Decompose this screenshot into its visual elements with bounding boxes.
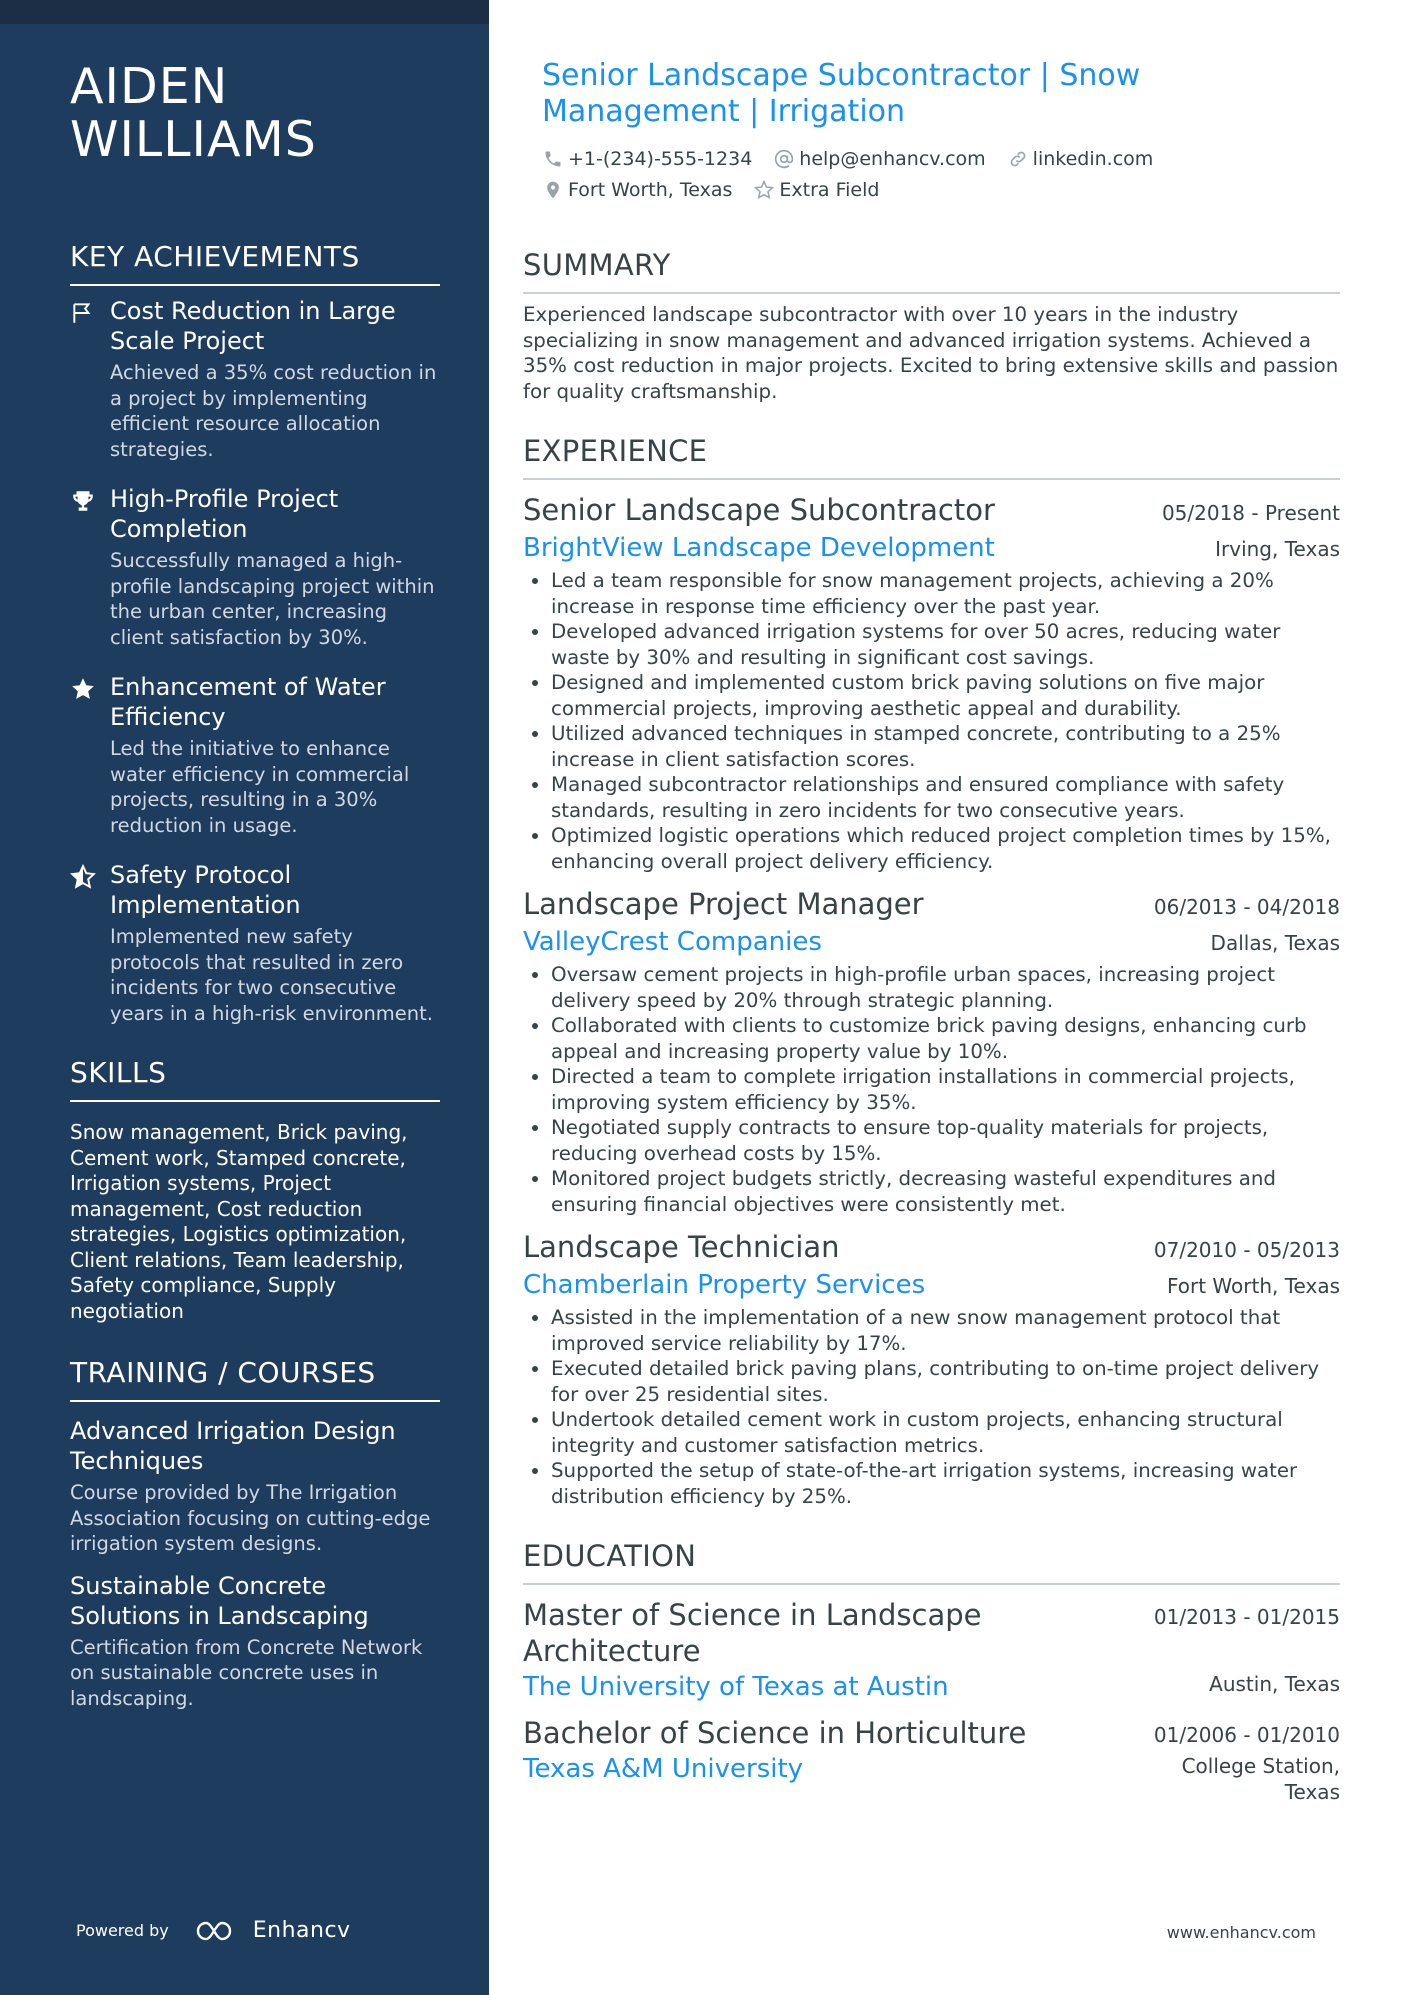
course-description: Course provided by The Irrigation Association focusing on cutting-edge irrigation system designs. (70, 1481, 431, 1555)
education-location: Austin, Texas (1209, 1672, 1340, 1696)
contact-row (543, 179, 1343, 201)
training-title: TRAINING / COURSES (70, 1356, 440, 1402)
contact-extra (754, 179, 879, 201)
name-first: AIDEN (70, 58, 229, 115)
job-title: Landscape Technician (523, 1230, 840, 1264)
school-name: Texas A&M University (523, 1754, 804, 1784)
job-header (523, 886, 1340, 922)
list-item: • Supported the setup of state-of-the-art irrigation systems, increasing water distribution efficiency by 25%. (551, 1458, 1340, 1509)
education-subheader (523, 1671, 1340, 1703)
company-name: BrightView Landscape Development (523, 533, 995, 563)
phone-text: +1-(234)-555-1234 (568, 148, 753, 170)
job-subheader (523, 532, 1340, 564)
education-header (523, 1715, 1340, 1751)
list-item: • Directed a team to complete irrigation installations in commercial projects, improving system efficiency by 35%. (551, 1064, 1340, 1115)
education-location: College Station, Texas (1181, 1754, 1340, 1804)
list-item: • Assisted in the implementation of a new snow management protocol that improved service reliability by 17%. (551, 1305, 1340, 1356)
enhancv-logo-icon (195, 1919, 241, 1943)
list-item: • Monitored project budgets strictly, decreasing wasteful expenditures and ensuring financial objectives were consistently met. (551, 1166, 1340, 1217)
education-header (523, 1597, 1340, 1669)
star-icon (70, 676, 96, 702)
job-entry (523, 492, 1340, 874)
list-item: • Utilized advanced techniques in stamped concrete, contributing to a 25% increase in client satisfaction scores. (551, 721, 1340, 772)
powered-by-label: Powered by (76, 1921, 169, 1940)
company-name: Chamberlain Property Services (523, 1270, 926, 1300)
location-text: Fort Worth, Texas (568, 179, 733, 201)
experience-title: EXPERIENCE (523, 434, 1340, 480)
achievement-item (70, 296, 440, 474)
job-subheader (523, 1269, 1340, 1301)
achievements-title: KEY ACHIEVEMENTS (70, 240, 440, 286)
link-icon (1008, 149, 1028, 169)
job-dates: 07/2010 - 05/2013 (1153, 1238, 1340, 1262)
achievement-description: Implemented new safety protocols that resulted in zero incidents for two consecutive years in a high-risk environment. (110, 925, 434, 1025)
list-item: • Managed subcontractor relationships and ensured compliance with safety standards, resulting in zero incidents for two consecutive years. (551, 772, 1340, 823)
contact-row (543, 148, 1343, 170)
job-title: Senior Landscape Subcontractor (523, 493, 995, 527)
sidebar-content (70, 60, 440, 1711)
brand-logo[interactable] (195, 1918, 351, 1943)
achievements-section (70, 240, 440, 1038)
job-bullets (523, 568, 1340, 874)
education-entry (523, 1597, 1340, 1703)
sidebar-top-band (0, 0, 489, 24)
job-location: Fort Worth, Texas (1166, 1274, 1340, 1298)
achievement-title: Cost Reduction in Large Scale Project (110, 297, 396, 355)
brand-name: Enhancv (252, 1918, 351, 1943)
degree: Bachelor of Science in Horticulture (523, 1716, 1027, 1750)
powered-by (76, 1918, 351, 1943)
achievement-item (70, 672, 440, 850)
job-dates: 06/2013 - 04/2018 (1153, 895, 1340, 919)
sidebar (0, 0, 489, 1995)
name-last: WILLIAMS (70, 111, 317, 168)
education-section (523, 1539, 1340, 1805)
phone-icon (543, 149, 563, 169)
education-subheader (523, 1753, 1340, 1805)
at-icon (774, 149, 794, 169)
school-name: The University of Texas at Austin (523, 1672, 949, 1702)
summary-text: Experienced landscape subcontractor with over 10 years in the industry specializing in snow management and advanced irrigation systems. Achieved a 35% cost reduction in major projects. Excited to bring extensive skills and passion for quality craftsmanship. (523, 303, 1339, 403)
education-title: EDUCATION (523, 1539, 1340, 1585)
list-item: • Undertook detailed cement work in custom projects, enhancing structural integrity and customer satisfaction metrics. (551, 1407, 1340, 1458)
contact-location (543, 179, 732, 201)
achievement-description: Led the initiative to enhance water efficiency in commercial projects, resulting in a 30% reduction in usage. (110, 737, 410, 837)
course-description: Certification from Concrete Network on sustainable concrete uses in landscaping. (70, 1635, 423, 1710)
headline: Senior Landscape Subcontractor | Snow Management | Irrigation (542, 58, 1141, 129)
half-star-icon (70, 864, 96, 890)
list-item: • Developed advanced irrigation systems for over 50 acres, reducing water waste by 30% and resulting in significant cost savings. (551, 619, 1340, 670)
course-item (70, 1571, 440, 1712)
star-outline-icon (754, 180, 774, 200)
achievement-item (70, 484, 440, 662)
job-entry (523, 1229, 1340, 1509)
contact-link[interactable] (1008, 148, 1154, 170)
list-item: • Led a team responsible for snow management projects, achieving a 20% increase in response time efficiency over the past year. (551, 568, 1340, 619)
list-item: • Executed detailed brick paving plans, contributing to on-time project delivery for over 25 residential sites. (551, 1356, 1340, 1407)
degree: Master of Science in Landscape Architecture (523, 1598, 982, 1668)
list-item: • Optimized logistic operations which reduced project completion times by 15%, enhancing overall project delivery efficiency. (551, 823, 1340, 874)
skills-title: SKILLS (70, 1056, 440, 1102)
achievement-item (70, 860, 440, 1038)
trophy-icon (70, 488, 96, 514)
experience-section (523, 434, 1340, 1509)
link-text: linkedin.com (1032, 148, 1154, 170)
achievement-title: Enhancement of Water Efficiency (110, 673, 386, 731)
list-item: • Designed and implemented custom brick paving solutions on five major commercial projects, improving aesthetic appeal and durability. (551, 670, 1340, 721)
job-bullets (523, 962, 1340, 1217)
contact-phone[interactable] (543, 148, 752, 170)
course-title: Sustainable Concrete Solutions in Landscaping (70, 1571, 369, 1630)
contact-info (543, 148, 1343, 210)
company-name: ValleyCrest Companies (523, 927, 822, 957)
list-item: • Collaborated with clients to customize brick paving designs, enhancing curb appeal and increasing property value by 10%. (551, 1013, 1340, 1064)
summary-title: SUMMARY (523, 248, 1340, 294)
job-bullets (523, 1305, 1340, 1509)
footer-url[interactable]: www.enhancv.com (1166, 1923, 1316, 1942)
list-item: • Oversaw cement projects in high-profile urban spaces, increasing project delivery speed by 20% through strategic planning. (551, 962, 1340, 1013)
course-item (70, 1416, 440, 1557)
achievement-description: Achieved a 35% cost reduction in a project by implementing efficient resource allocation strategies. (110, 361, 437, 461)
job-header (523, 1229, 1340, 1265)
training-section (70, 1356, 440, 1711)
candidate-name (70, 60, 440, 166)
education-dates: 01/2006 - 01/2010 (1153, 1723, 1340, 1747)
summary-section (523, 248, 1340, 404)
job-entry (523, 886, 1340, 1217)
skills-list: Snow management, Brick paving, Cement work, Stamped concrete, Irrigation systems, Project management, Cost reduction strategies, Logistics optimization, Client relations, Team leadership, Safety compliance, Supply negotiation (70, 1120, 408, 1323)
education-dates: 01/2013 - 01/2015 (1153, 1605, 1340, 1629)
job-dates: 05/2018 - Present (1161, 501, 1340, 525)
list-item: • Negotiated supply contracts to ensure top-quality materials for projects, reducing overhead costs by 15%. (551, 1115, 1340, 1166)
contact-email[interactable] (774, 148, 985, 170)
job-header (523, 492, 1340, 528)
email-text: help@enhancv.com (799, 148, 986, 170)
achievement-title: Safety Protocol Implementation (110, 861, 301, 919)
job-location: Dallas, Texas (1210, 931, 1340, 955)
flag-icon (70, 300, 96, 326)
location-pin-icon (543, 180, 563, 200)
main-content (523, 248, 1340, 1805)
skills-section (70, 1056, 440, 1324)
course-title: Advanced Irrigation Design Techniques (70, 1417, 396, 1475)
job-location: Irving, Texas (1215, 537, 1340, 561)
achievement-description: Successfully managed a high-profile landscaping project within the urban center, increasing client satisfaction by 30%. (110, 549, 435, 649)
extra-text: Extra Field (779, 179, 880, 201)
job-subheader (523, 926, 1340, 958)
education-entry (523, 1715, 1340, 1805)
job-title: Landscape Project Manager (523, 887, 924, 921)
achievement-title: High-Profile Project Completion (110, 485, 339, 543)
